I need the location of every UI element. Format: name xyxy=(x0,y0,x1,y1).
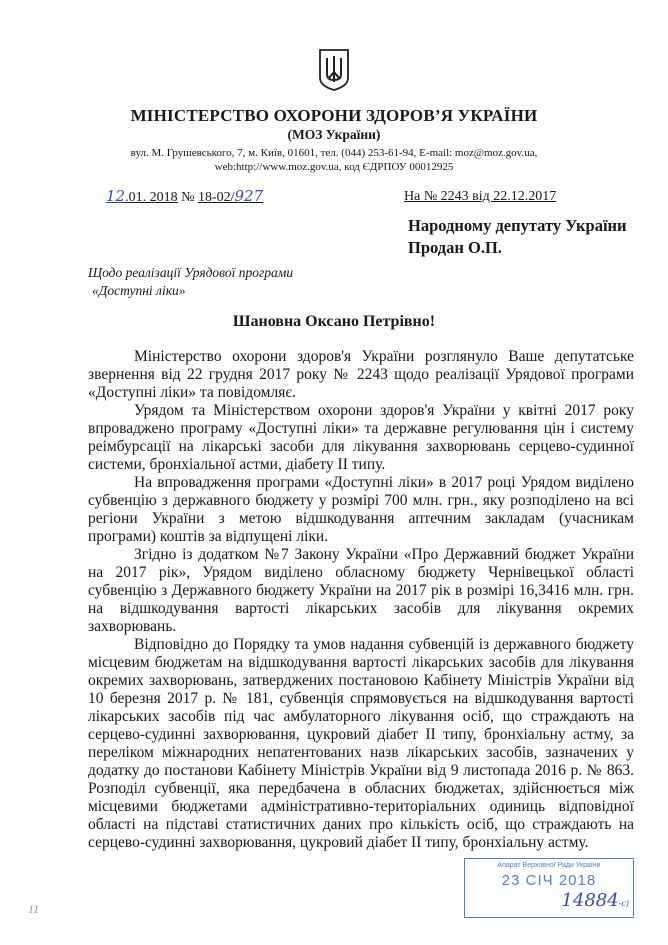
outgoing-number-prefix: 18-02/ xyxy=(197,190,235,205)
subject-line: Щодо реалізації Урядової програми xyxy=(88,265,294,280)
ministry-name: МІНІСТЕРСТВО ОХОРОНИ ЗДОРОВ’Я УКРАЇНИ xyxy=(130,106,538,125)
stamp-suffix: -с) xyxy=(618,899,629,908)
page-mark: 11 xyxy=(28,902,40,916)
address-line: вул. М. Грушевського, 7, м. Київ, 01601, тел. (044) 253-61-94, E-mail: moz@moz.gov.ua, xyxy=(130,147,538,159)
stamp-date: 23 СІЧ 2018 xyxy=(501,872,597,889)
letter-footer xyxy=(28,858,634,918)
paragraph: Відповідно до Порядку та умов надання субвенцій із державного бюджету місцевим бюджетам на відшкодування вартості лікарських засобів для лікування окремих захворювань, затверджених постановою Кабінету Міністрів України від 10 березня 2017 р. № 181, субвенція спрямовується на відшкодування вартості лікарських засобів під час амбулаторного лікування осіб, що страждають на серцево-судинні захворювання, цукровий діабет II типу, бронхіальну астму, за переліком міжнародних непатентованих назв лікарських засобів, зазначених у додатку до постанови Кабінету Міністрів України від 9 листопада 2016 р. № 863. Розподіл субвенції, яка передбачена в обласних бюджетах, здійснюється між місцевими бюджетами адміністративно-територіальних одиниць відповідної області на підставі статистичних даних про кількість осіб, що страждають на серцево-судинні захворювання, цукровий діабет II типу, бронхіальну астму. xyxy=(88,636,634,851)
number-label: № xyxy=(181,190,195,205)
recipient-name: Продан О.П. xyxy=(408,238,502,257)
registration-stamp xyxy=(464,858,634,918)
letter-body xyxy=(28,0,634,924)
handwritten-number: 927 xyxy=(234,187,264,205)
handwritten-day: 12 xyxy=(106,187,126,205)
address-line: web:http://www.moz.gov.ua, код ЄДРПОУ 00012925 xyxy=(214,161,454,173)
paragraph: Згідно із додатком №7 Закону України «Про Державний бюджет України на 2017 рік», Урядом виділено обласному бюджету Чернівецької області субвенцію з Державного бюджету України на 2017 рік в розмірі 16,3416 млн. грн. на відшкодування вартості лікарських засобів для лікування окремих захворювань. xyxy=(88,546,634,635)
outgoing-date: .01. 2018 xyxy=(125,190,178,205)
paragraph: Міністерство охорони здоров'я України розглянуло Ваше депутатське звернення від 22 грудня 2017 року № 2243 щодо реалізації Урядової програми «Доступні ліки» та повідомляє. xyxy=(88,348,634,401)
paragraph: Урядом та Міністерством охорони здоров'я України у квітні 2017 року впроваджено програму «Доступні ліки» та державне регулювання цін і систему реімбурсації на лікарські засоби для лікування захворювань серцево-судинної системи, бронхіальної астми, діабету II типу. xyxy=(88,402,634,473)
salutation: Шановна Оксано Петрівно! xyxy=(232,313,436,330)
stamp-org: Апарат Верховної Ради України xyxy=(497,862,601,869)
ministry-abbr: (МОЗ України) xyxy=(287,127,381,142)
paragraph: На впровадження програми «Доступні ліки» в 2017 році Урядом виділено субвенцію з державного бюджету у розмірі 700 млн. грн., яку розподілено на всі регіони України з метою відшкодування аптечним закладам (учасникам програми) коштів за відпущені ліки. xyxy=(88,474,634,545)
reply-reference: На № 2243 від 22.12.2017 xyxy=(404,189,557,204)
recipient-title: Народному депутату України xyxy=(408,216,627,235)
stamp-reg-number: 14884 xyxy=(561,890,619,911)
subject-line: «Доступні ліки» xyxy=(92,283,186,298)
